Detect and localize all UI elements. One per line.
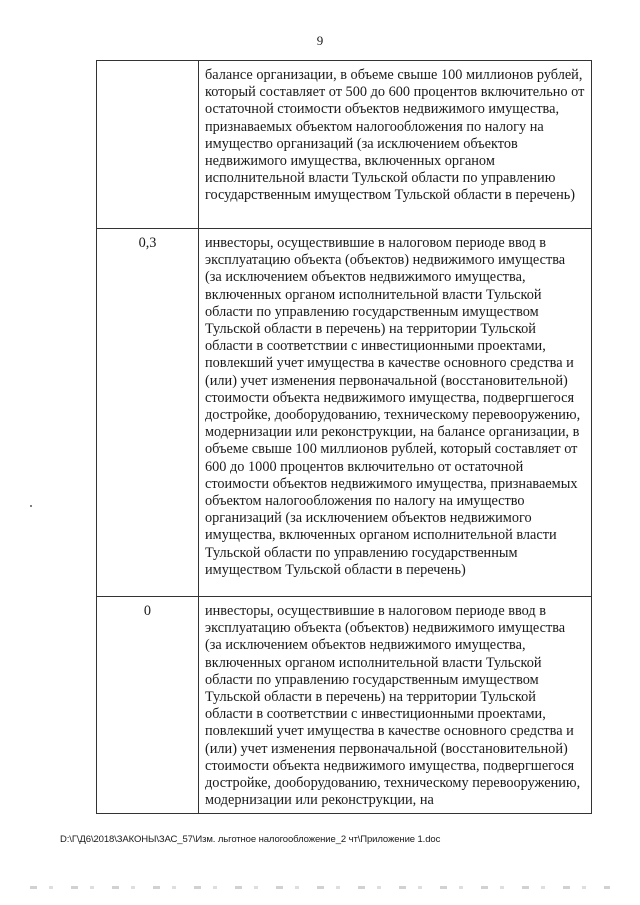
scan-noise-strip xyxy=(30,886,610,889)
rate-cell xyxy=(97,61,199,229)
table-row xyxy=(97,229,592,597)
scan-speck xyxy=(30,505,32,507)
rate-cell: 0 xyxy=(97,597,199,814)
file-path-footer: D:\Г\Д6\2018\ЗАКОНЫ\ЗАС_57\Изм. льготное налогообложение_2 чт\Приложение 1.doc xyxy=(60,834,441,845)
tax-rate-table xyxy=(96,60,592,814)
table-row xyxy=(97,597,592,814)
description-cell: балансе организации, в объеме свыше 100 миллионов рублей, который составляет от 500 до 600 процентов включительно от остаточной стоимости объектов недвижимого имущества, признаваемых объектом налогообложения по налогу на имущество организаций (за исключением объектов недвижимого имущества, включенных органом исполнительной власти Тульской области по управлению государственным имуществом Тульской области в перечень) xyxy=(199,61,592,229)
rate-cell: 0,3 xyxy=(97,229,199,597)
description-cell: инвесторы, осуществившие в налоговом периоде ввод в эксплуатацию объекта (объектов) недвижимого имущества (за исключением объектов недвижимого имущества, включенных органом исполнительной власти Тульской области по управлению государственным имуществом Тульской области в перечень) на территории Тульской области в соответствии с инвестиционными проектами, повлекший учет имущества в качестве основного средства и (или) учет изменения первоначальной (восстановительной) стоимости объекта недвижимого имущества, подвергшегося достройке, дооборудованию, техническому перевооружению, модернизации или реконструкции, на балансе организации, в объеме свыше 100 миллионов рублей, который составляет от 600 до 1000 процентов включительно от остаточной стоимости объектов недвижимого имущества, признаваемых объектом налогообложения по налогу на имущество организаций (за исключением объектов недвижимого имущества, включенных органом исполнительной власти Тульской области по управлению государственным имуществом Тульской области в перечень) xyxy=(199,229,592,597)
page-number: 9 xyxy=(316,33,324,48)
table-row xyxy=(97,61,592,229)
description-cell: инвесторы, осуществившие в налоговом периоде ввод в эксплуатацию объекта (объектов) недвижимого имущества (за исключением объектов недвижимого имущества, включенных органом исполнительной власти Тульской области по управлению государственным имуществом Тульской области в перечень) на территории Тульской области в соответствии с инвестиционными проектами, повлекший учет имущества в качестве основного средства и (или) учет изменения первоначальной (восстановительной) стоимости объекта недвижимого имущества, подвергшегося достройке, дооборудованию, техническому перевооружению, модернизации или реконструкции, на xyxy=(199,597,592,814)
